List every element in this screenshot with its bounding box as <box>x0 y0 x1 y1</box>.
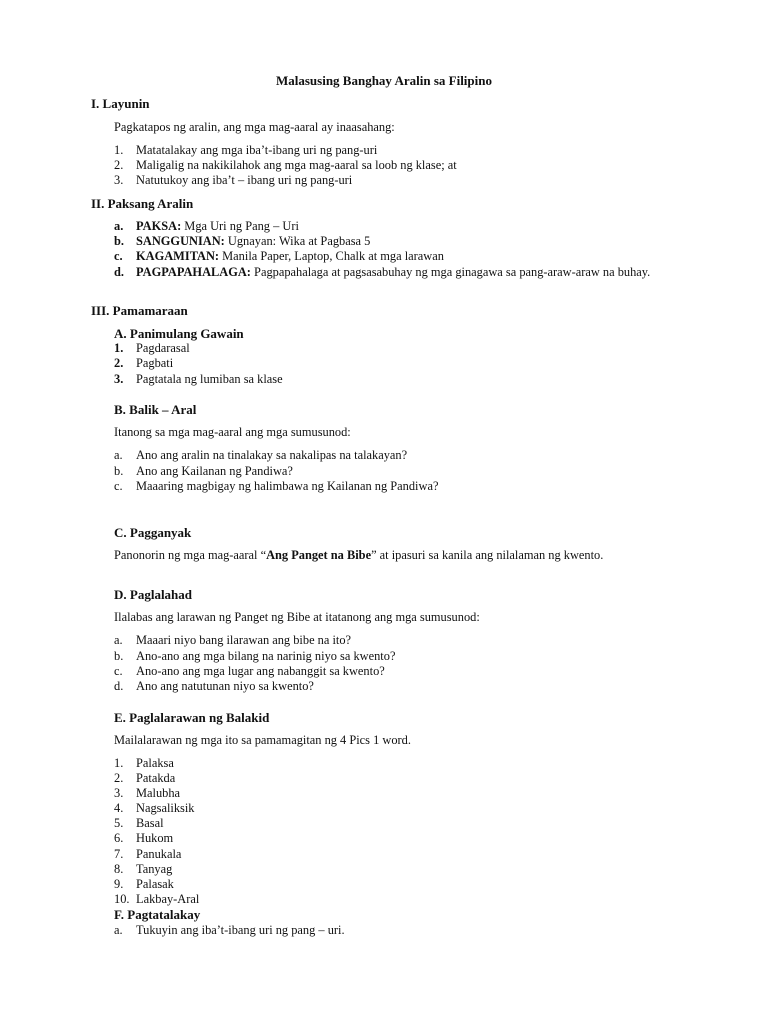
subsection-heading-balik-aral: B. Balik – Aral <box>114 402 197 417</box>
list-text: Ano-ano ang mga lugar ang nabanggit sa kwento? <box>136 664 385 678</box>
item-text: Ugnayan: Wika at Pagbasa 5 <box>224 234 371 248</box>
list-text: Maaaring magbigay ng halimbawa ng Kailanan ng Pandiwa? <box>136 479 439 493</box>
list-text: Ano ang Kailanan ng Pandiwa? <box>136 464 293 478</box>
list-marker: c. <box>114 664 123 678</box>
section-heading-pamamaraan: III. Pamamaraan <box>91 303 188 318</box>
paglalarawan-intro: Mailalarawan ng mga ito sa pamamagitan ng 4 Pics 1 word. <box>114 733 411 747</box>
list-marker: 2. <box>114 158 124 172</box>
item-label: PAGPAPAHALAGA: <box>136 265 251 279</box>
list-marker: d. <box>114 265 124 279</box>
list-marker: 3. <box>114 372 124 386</box>
list-marker: a. <box>114 923 123 937</box>
list-marker: 5. <box>114 816 124 830</box>
list-marker: a. <box>114 219 124 233</box>
item-text: Pagpapahalaga at pagsasabuhay ng mga ginagawa sa pang-araw-araw na buhay. <box>250 265 651 279</box>
list-text: Maligalig na nakikilahok ang mga mag-aaral sa loob ng klase; at <box>136 158 457 172</box>
subsection-heading-paglalarawan: E. Paglalarawan ng Balakid <box>114 710 270 725</box>
list-text: Ano ang aralin na tinalakay sa nakalipas na talakayan? <box>136 448 408 462</box>
section-heading-layunin: I. Layunin <box>91 96 150 111</box>
list-text: Basal <box>136 816 164 830</box>
list-text: Nagsaliksik <box>136 801 195 815</box>
document-title: Malasusing Banghay Aralin sa Filipino <box>275 73 492 88</box>
intro-text: ” at ipasuri sa kanila ang nilalaman ng kwento. <box>371 548 604 562</box>
list-text: Palaksa <box>136 756 174 770</box>
list-text: Panukala <box>136 847 182 861</box>
pagganyak-intro <box>114 548 674 563</box>
list-marker: 2. <box>114 356 124 370</box>
list-text: Pagtatala ng lumiban sa klase <box>136 372 283 386</box>
list-marker: 10. <box>114 892 130 906</box>
list-text: Lakbay-Aral <box>136 892 200 906</box>
list-marker: 3. <box>114 786 124 800</box>
balik-aral-intro: Itanong sa mga mag-aaral ang mga sumusunod: <box>114 425 351 439</box>
list-marker: 2. <box>114 771 124 785</box>
list-marker: c. <box>114 249 123 263</box>
list-marker: b. <box>114 464 124 478</box>
list-marker: d. <box>114 679 124 693</box>
subsection-heading-paglalahad: D. Paglalahad <box>114 587 193 602</box>
item-label: KAGAMITAN: <box>136 249 220 263</box>
list-text: Patakda <box>136 771 176 785</box>
section-heading-paksang-aralin: II. Paksang Aralin <box>91 196 194 211</box>
list-text: Tukuyin ang iba’t-ibang uri ng pang – uri. <box>136 923 345 937</box>
list-marker: 1. <box>114 143 124 157</box>
list-text: Tanyag <box>136 862 173 876</box>
subsection-heading-pagganyak: C. Pagganyak <box>114 525 192 540</box>
list-marker: 7. <box>114 847 124 861</box>
list-marker: 1. <box>114 341 124 355</box>
list-text: Ano ang natutunan niyo sa kwento? <box>136 679 314 693</box>
list-text: Pagdarasal <box>136 341 190 355</box>
list-text: Maaari niyo bang ilarawan ang bibe na ito? <box>136 633 352 647</box>
intro-text: Panonorin ng mga mag-aaral “ <box>114 548 267 562</box>
list-marker: 3. <box>114 173 124 187</box>
item-label: PAKSA: <box>136 219 182 233</box>
list-marker: 8. <box>114 862 124 876</box>
list-text: Ano-ano ang mga bilang na narinig niyo sa kwento? <box>136 649 396 663</box>
list-text: Matatalakay ang mga iba’t-ibang uri ng pang-uri <box>136 143 378 157</box>
item-text: Mga Uri ng Pang – Uri <box>181 219 299 233</box>
list-marker: 4. <box>114 801 124 815</box>
list-text: Pagbati <box>136 356 174 370</box>
video-title: Ang Panget na Bibe <box>266 548 372 562</box>
list-marker: b. <box>114 649 124 663</box>
list-marker: a. <box>114 448 123 462</box>
list-text: Malubha <box>136 786 181 800</box>
paglalahad-intro: Ilalabas ang larawan ng Panget ng Bibe at itatanong ang mga sumusunod: <box>114 610 480 624</box>
list-text: Palasak <box>136 877 174 891</box>
list-marker: 9. <box>114 877 124 891</box>
list-text: Natutukoy ang iba’t – ibang uri ng pang-uri <box>136 173 353 187</box>
list-text: Hukom <box>136 831 174 845</box>
layunin-intro: Pagkatapos ng aralin, ang mga mag-aaral ay inaasahang: <box>114 120 395 134</box>
list-marker: c. <box>114 479 123 493</box>
list-marker: 1. <box>114 756 124 770</box>
list-marker: b. <box>114 234 124 248</box>
list-marker: a. <box>114 633 123 647</box>
list-marker: 6. <box>114 831 124 845</box>
subsection-heading-pagtatalakay: F. Pagtatalakay <box>114 907 201 922</box>
item-text: Manila Paper, Laptop, Chalk at mga larawan <box>219 249 444 263</box>
subsection-heading-panimulang-gawain: A. Panimulang Gawain <box>114 326 244 341</box>
item-label: SANGGUNIAN: <box>136 234 225 248</box>
